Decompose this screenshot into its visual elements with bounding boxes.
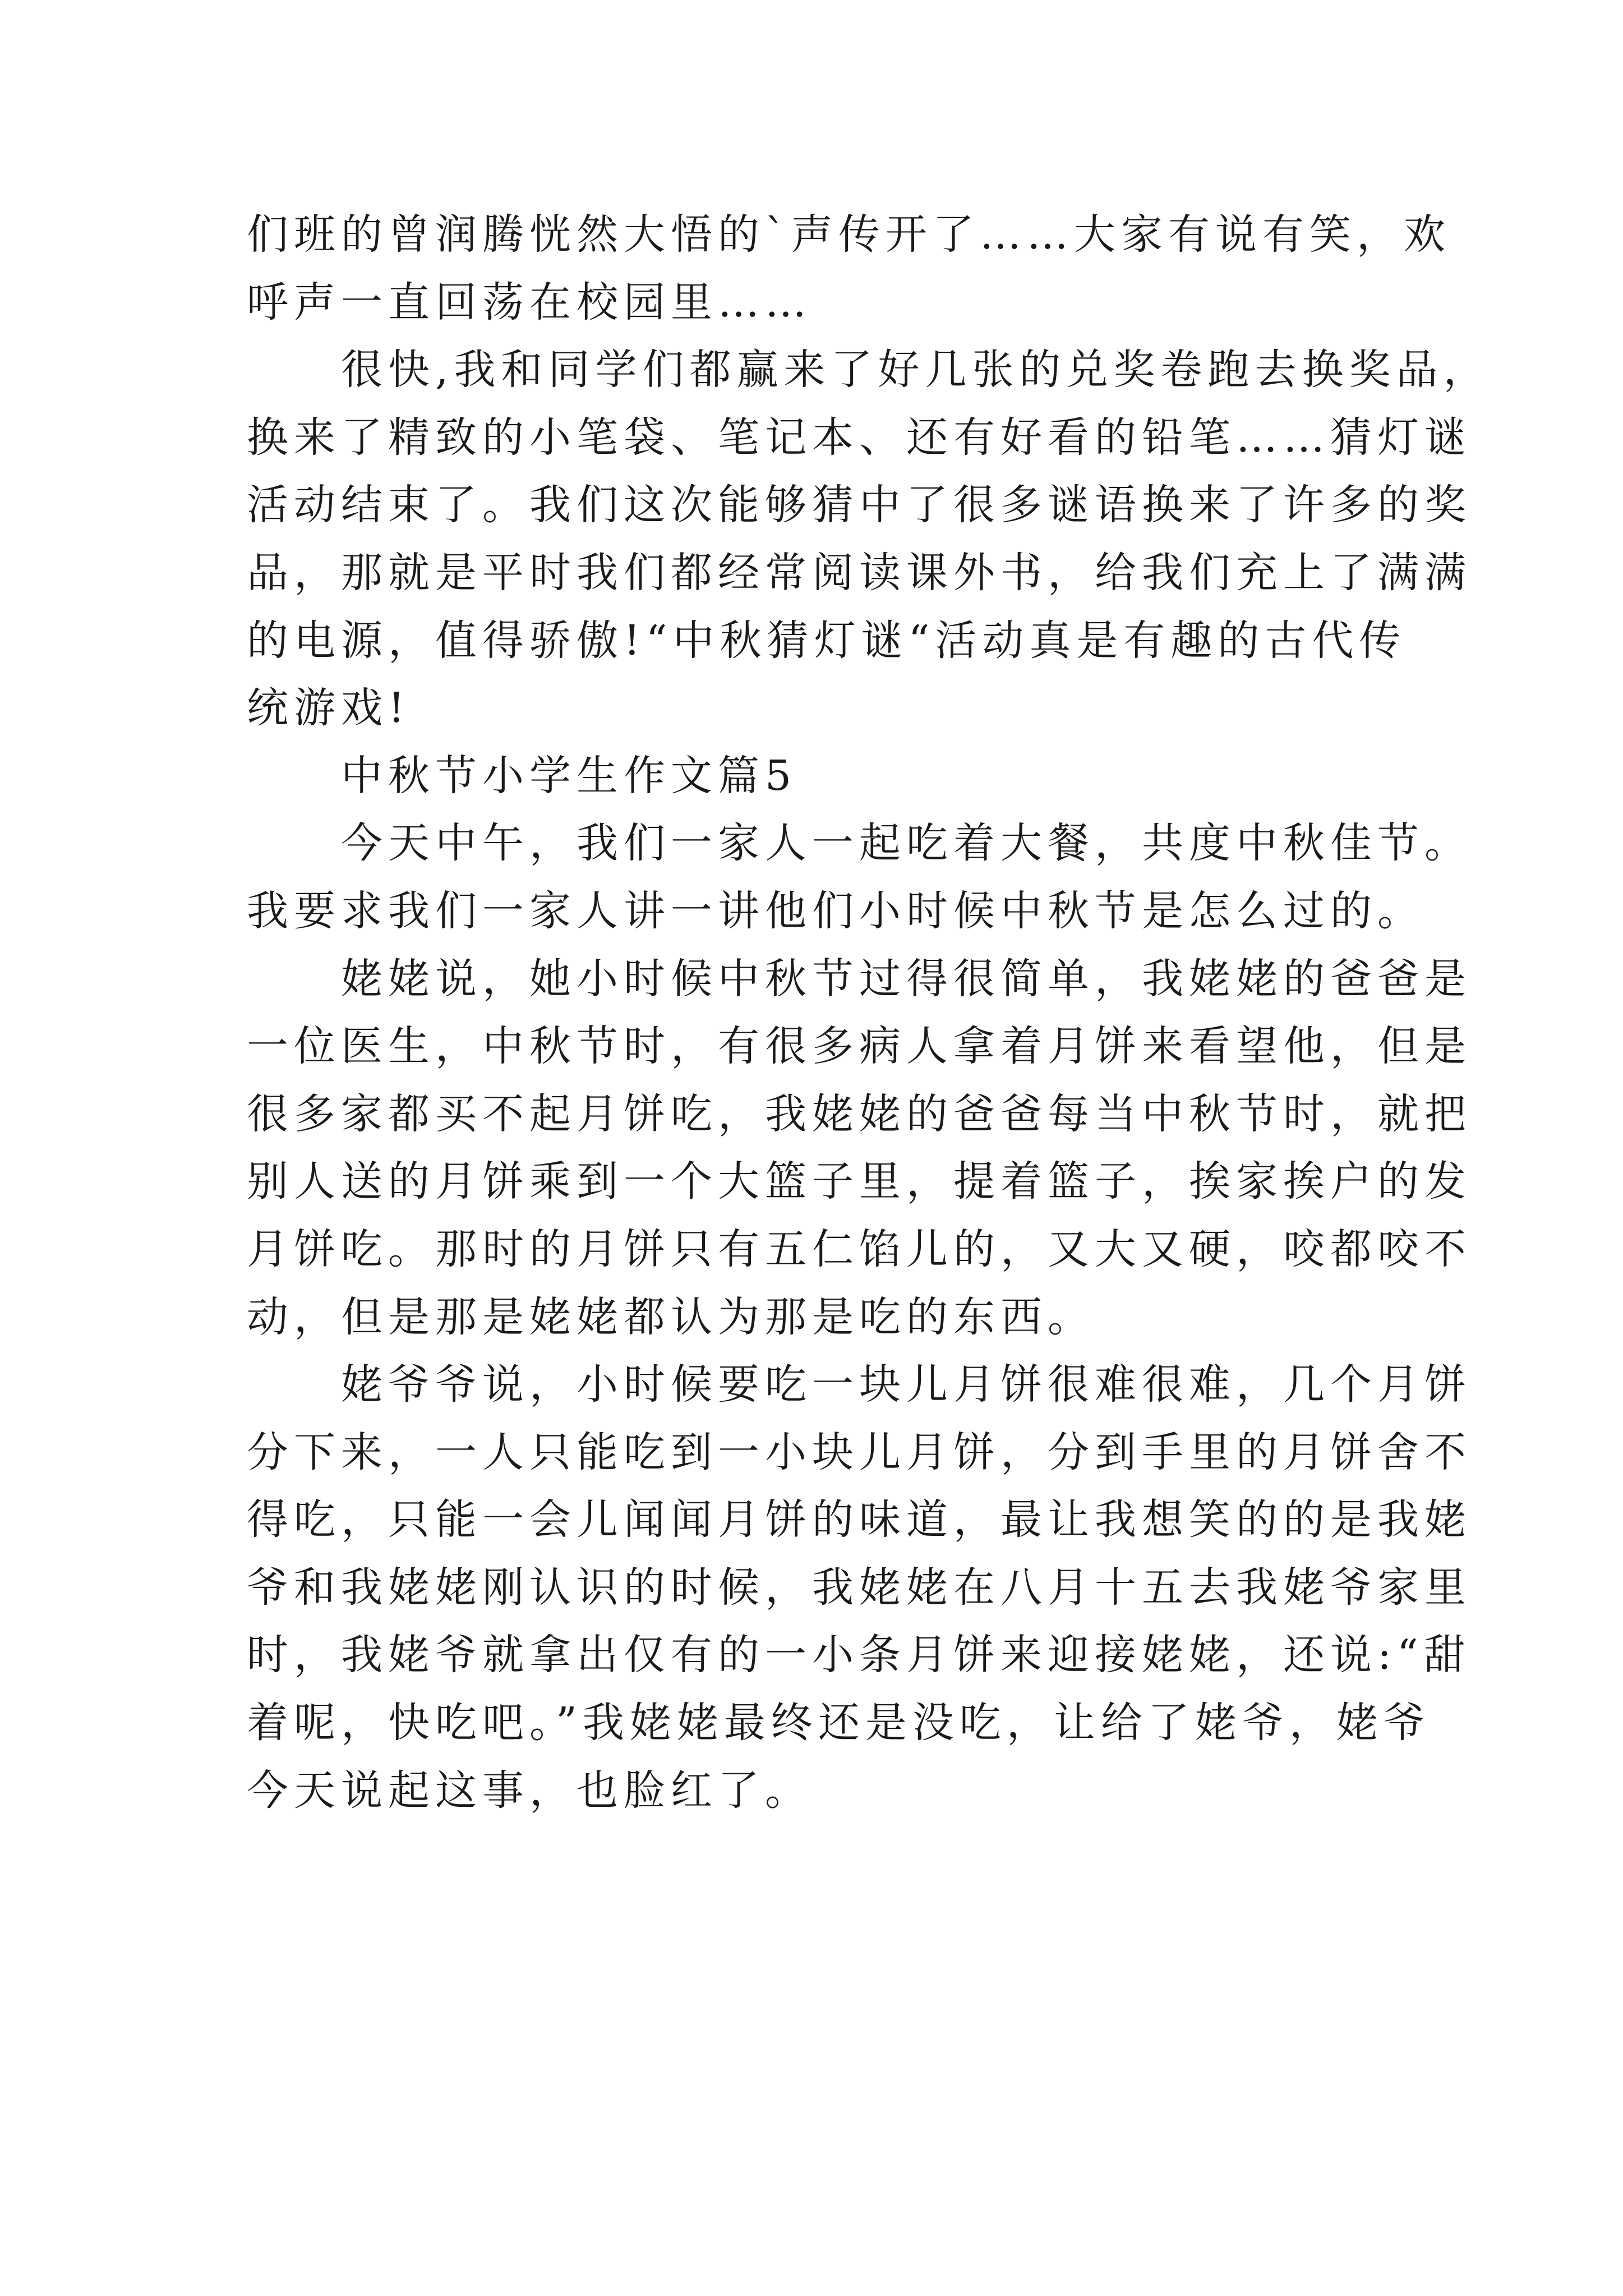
text-line: 我要求我们一家人讲一讲他们小时候中秋节是怎么过的。 <box>247 886 1424 935</box>
text-line: 统游戏! <box>247 684 411 733</box>
document-body <box>247 201 1491 1824</box>
text-line: 很多家都买不起月饼吃，我姥姥的爸爸每当中秋节时，就把 <box>247 1089 1472 1138</box>
text-line: 爷和我姥姥刚认识的时候，我姥姥在八月十五去我姥爷家里 <box>247 1563 1472 1612</box>
text-line: 换来了精致的小笔袋、笔记本、还有好看的铅笔……猜灯谜 <box>247 413 1472 462</box>
text-line: 今天说起这事，也脸红了。 <box>247 1766 812 1815</box>
text-line: 活动结束了。我们这次能够猜中了很多谜语换来了许多的奖 <box>247 481 1472 530</box>
text-line: 们班的曾润腾恍然大悟的`声传开了……大家有说有笑，欢 <box>247 210 1451 259</box>
text-line: 品，那就是平时我们都经常阅读课外书，给我们充上了满满 <box>247 548 1472 597</box>
text-line: 今天中午，我们一家人一起吃着大餐，共度中秋佳节。 <box>341 819 1472 868</box>
text-line: 着呢，快吃吧。”我姥姥最终还是没吃，让给了姥爷，姥爷 <box>247 1699 1431 1747</box>
text-line: 别人送的月饼乘到一个大篮子里，提着篮子，挨家挨户的发 <box>247 1157 1472 1206</box>
text-line: 一位医生，中秋节时，有很多病人拿着月饼来看望他，但是 <box>247 1022 1472 1071</box>
text-line: 姥爷爷说，小时候要吃一块儿月饼很难很难，几个月饼 <box>341 1360 1472 1409</box>
text-line: 呼声一直回荡在校园里…… <box>247 278 812 326</box>
text-line: 分下来，一人只能吃到一小块儿月饼，分到手里的月饼舍不 <box>247 1428 1472 1476</box>
text-line: 很快,我和同学们都赢来了好几张的兑奖卷跑去换奖品， <box>341 346 1491 394</box>
text-line: 的电源，值得骄傲!“中秋猜灯谜“活动真是有趣的古代传 <box>247 616 1407 665</box>
text-line: 月饼吃。那时的月饼只有五仁馅儿的，又大又硬，咬都咬不 <box>247 1225 1472 1273</box>
text-line: 得吃，只能一会儿闻闻月饼的味道，最让我想笑的的是我姥 <box>247 1496 1472 1544</box>
text-line: 动，但是那是姥姥都认为那是吃的东西。 <box>247 1292 1095 1341</box>
text-line: 时，我姥爷就拿出仅有的一小条月饼来迎接姥姥，还说:“甜 <box>247 1631 1471 1680</box>
section-heading: 中秋节小学生作文篇5 <box>341 751 797 800</box>
text-line: 姥姥说，她小时候中秋节过得很简单，我姥姥的爸爸是 <box>341 954 1472 1003</box>
